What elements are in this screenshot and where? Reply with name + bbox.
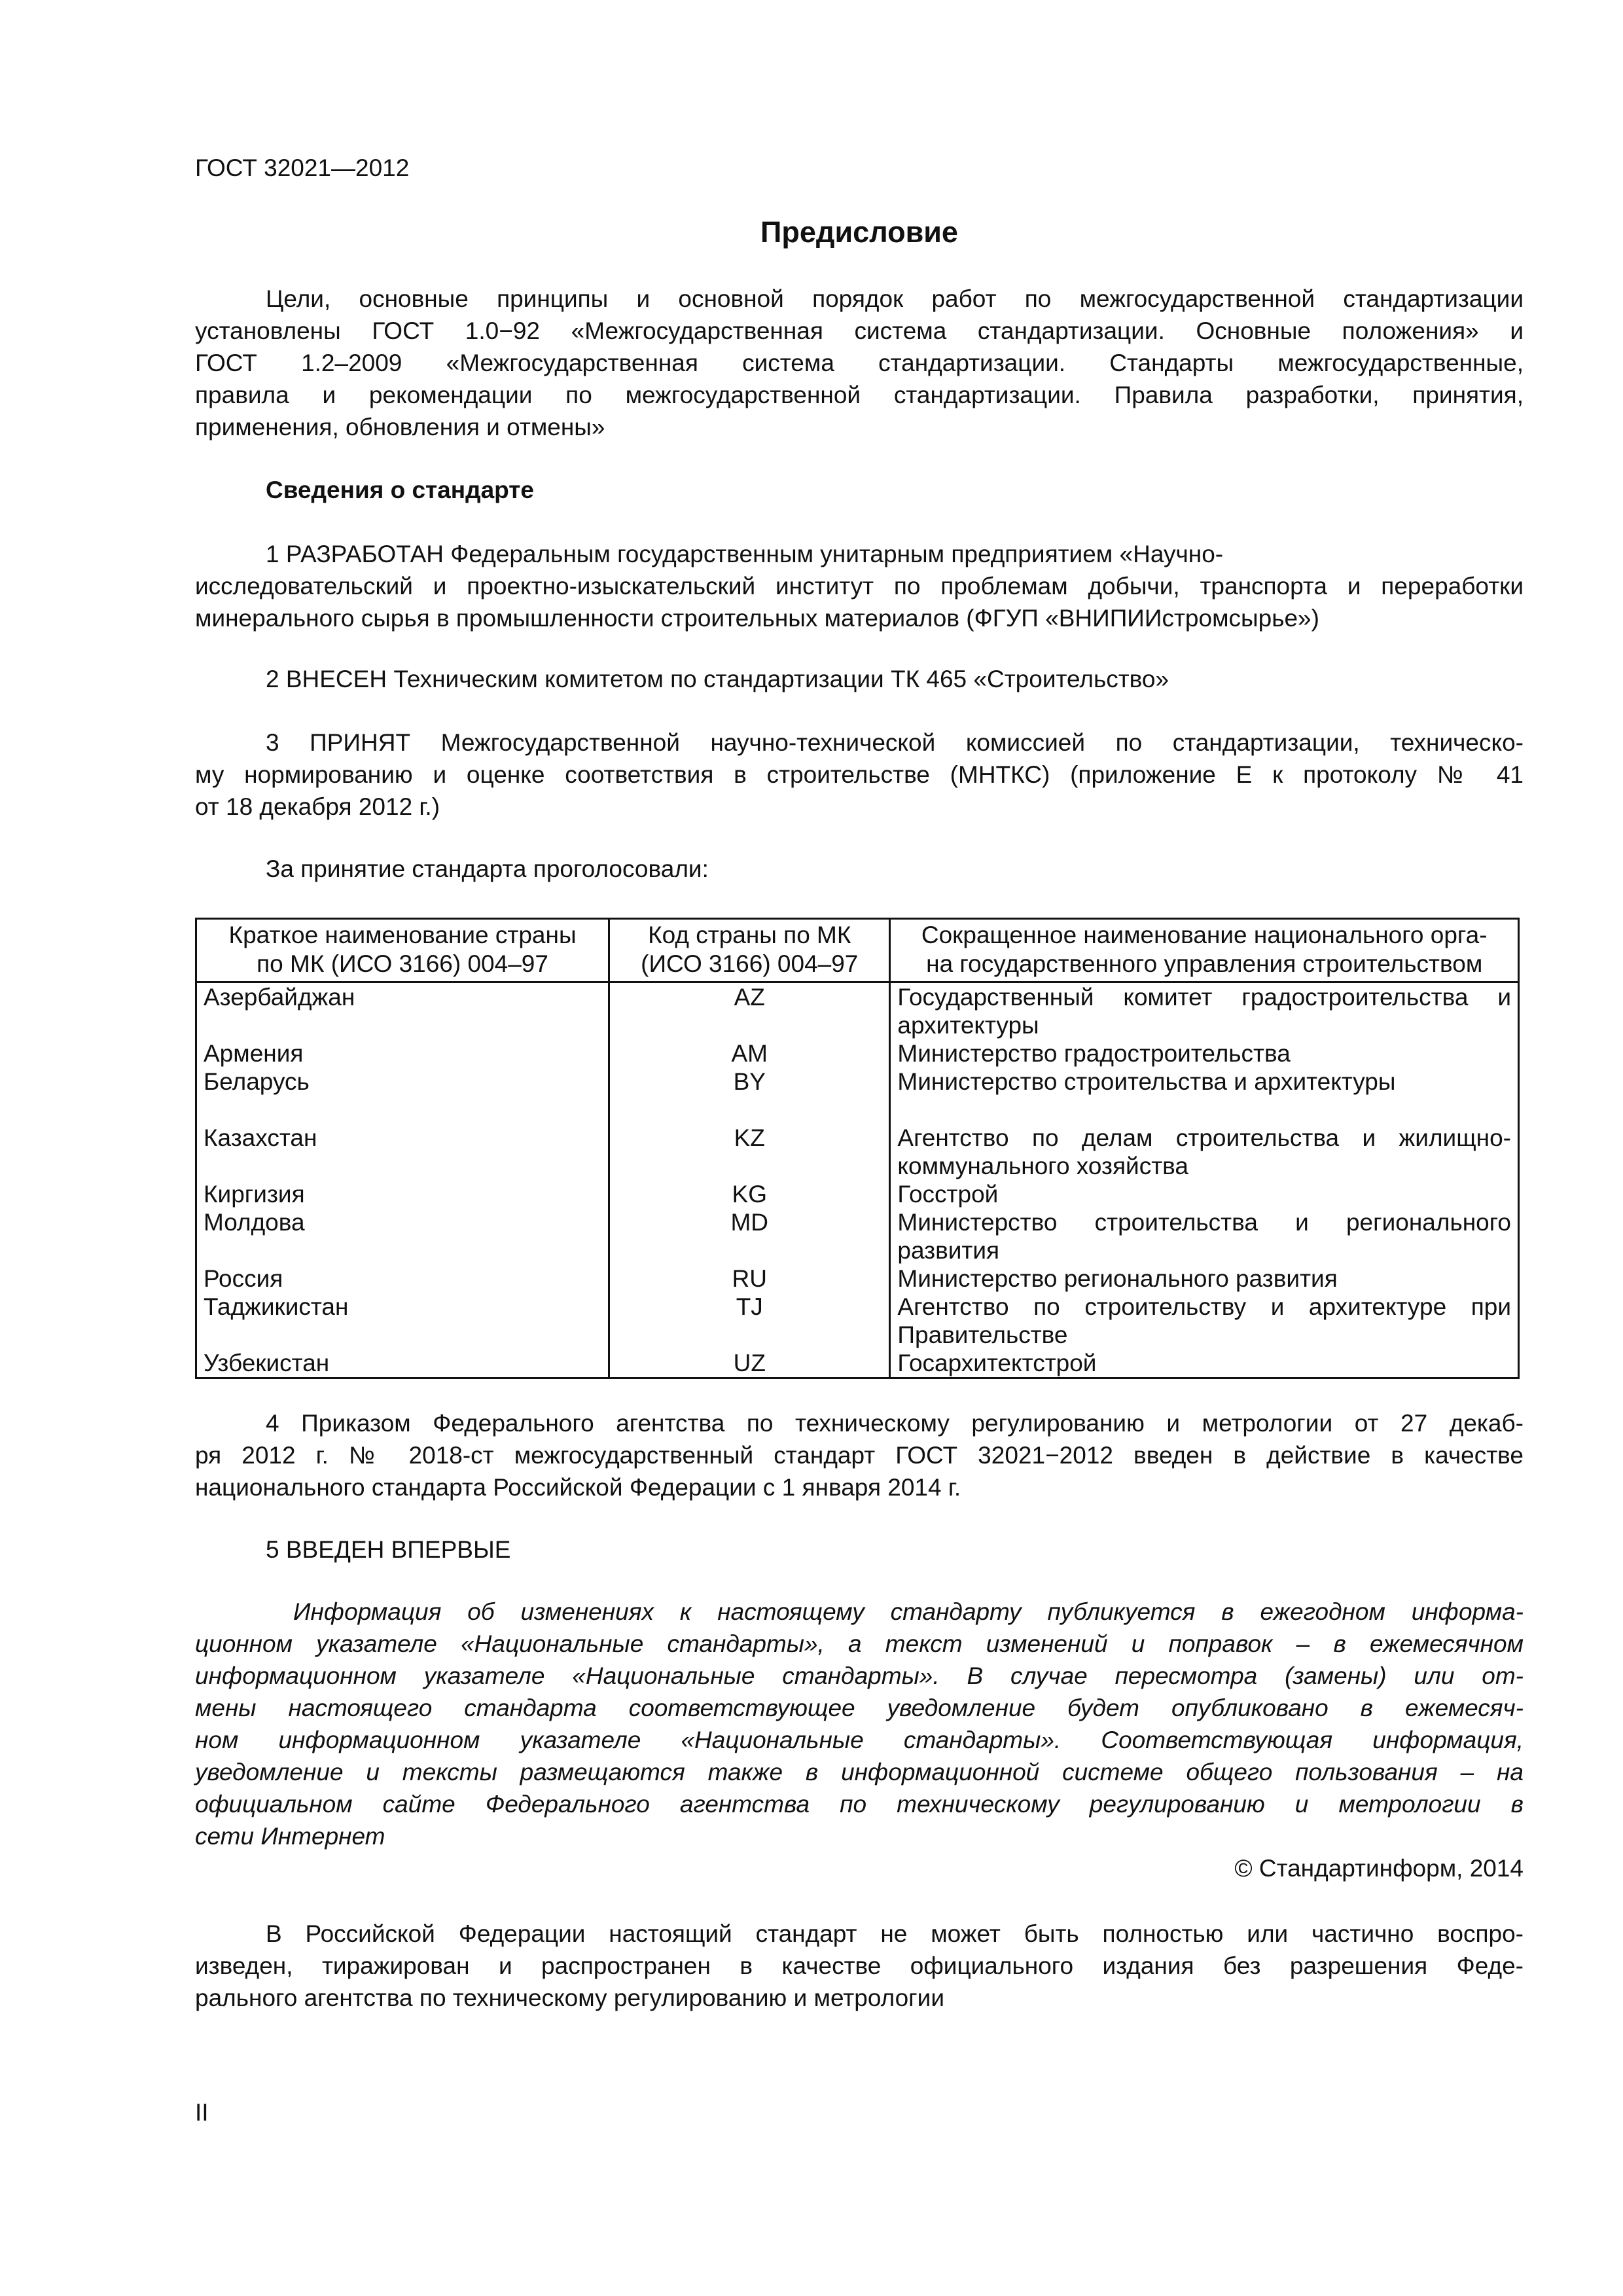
organ-cell: Министерство регионального развития — [890, 1265, 1519, 1293]
page-number: II — [195, 2099, 209, 2126]
page-title: Предисловие — [760, 215, 958, 249]
code-cell: KG — [609, 1180, 890, 1208]
column-header-organ: Сокращенное наименование национального орга- на государственного управления строительством — [890, 919, 1519, 982]
country-cell: Узбекистан — [196, 1349, 609, 1378]
text-line: ГОСТ 1.2–2009 «Межгосударственная система стандартизации. Стандарты межгосударственные, — [195, 350, 1524, 376]
reproduction-notice — [195, 1918, 1524, 2014]
organ-cell: Агентство по строительству и архитектуре при Правительстве — [890, 1293, 1519, 1349]
column-header-country: Краткое наименование страны по МК (ИСО 3166) 004–97 — [196, 919, 609, 982]
organ-cell: Государственный комитет градостроительства и архитектуры — [890, 982, 1519, 1040]
country-cell: Казахстан — [196, 1124, 609, 1180]
country-cell: Беларусь — [196, 1067, 609, 1124]
country-cell: Армения — [196, 1039, 609, 1067]
text-line: национального стандарта Российской Федерации с 1 января 2014 г. — [195, 1474, 961, 1501]
country-cell: Россия — [196, 1265, 609, 1293]
text-line: 4 Приказом Федерального агентства по техническому регулированию и метрологии от 27 декаб- — [266, 1410, 1524, 1437]
text-line: изведен, тиражирован и распространен в качестве официального издания без разрешения Феде- — [195, 1952, 1524, 1979]
organ-cell: Министерство градостроительства — [890, 1039, 1519, 1067]
organ-cell: Госстрой — [890, 1180, 1519, 1208]
organ-cell: Агентство по делам строительства и жилищно- коммунального хозяйства — [890, 1124, 1519, 1180]
code-cell: KZ — [609, 1124, 890, 1180]
text-line: Цели, основные принципы и основной порядок работ по межгосударственной стандартизации — [266, 285, 1524, 312]
organ-cell: Министерство строительства и регионального развития — [890, 1208, 1519, 1265]
item-order — [195, 1407, 1524, 1503]
text-line: сети Интернет — [195, 1823, 385, 1850]
organ-cell: Госархитектстрой — [890, 1349, 1519, 1378]
text-line: ря 2012 г. № 2018-ст межгосударственный стандарт ГОСТ 32021−2012 введен в действие в качестве — [195, 1442, 1524, 1469]
copyright-notice: © Стандартинформ, 2014 — [1234, 1855, 1524, 1882]
text-line: рального агентства по техническому регулированию и метрологии — [195, 1984, 945, 2011]
item-developed — [195, 538, 1524, 634]
table-row — [196, 1293, 1519, 1349]
text-line: правила и рекомендации по межгосударственной стандартизации. Правила разработки, принятия, — [195, 382, 1524, 408]
code-cell: AM — [609, 1039, 890, 1067]
text-line: установлены ГОСТ 1.0−92 «Межгосударственная система стандартизации. Основные положения» и — [195, 317, 1524, 344]
text-line: 1 РАЗРАБОТАН Федеральным государственным унитарным предприятием «Научно- — [266, 541, 1224, 567]
country-cell: Киргизия — [196, 1180, 609, 1208]
organ-cell: Министерство строительства и архитектуры — [890, 1067, 1519, 1124]
table-row — [196, 1265, 1519, 1293]
table-row — [196, 1180, 1519, 1208]
country-cell: Азербайджан — [196, 982, 609, 1040]
item-submitted: 2 ВНЕСЕН Техническим комитетом по стандартизации ТК 465 «Строительство» — [266, 666, 1169, 692]
voted-label: За принятие стандарта проголосовали: — [266, 855, 709, 882]
code-cell: UZ — [609, 1349, 890, 1378]
code-cell: AZ — [609, 982, 890, 1040]
text-line: официальном сайте Федерального агентства по техническому регулированию и метрологии в — [195, 1791, 1524, 1818]
country-cell: Молдова — [196, 1208, 609, 1265]
text-line: информационном указателе «Национальные стандарты». В случае пересмотра (замены) или от- — [195, 1662, 1524, 1689]
table-row — [196, 1039, 1519, 1067]
text-line: минерального сырья в промышленности строительных материалов (ФГУП «ВНИПИИстромсырье») — [195, 605, 1319, 632]
table-row — [196, 1124, 1519, 1180]
column-header-code: Код страны по МК (ИСО 3166) 004–97 — [609, 919, 890, 982]
text-line: от 18 декабря 2012 г.) — [195, 793, 440, 820]
text-line: уведомление и тексты размещаются также в информационной системе общего пользования – на — [195, 1759, 1524, 1785]
section-heading: Сведения о стандарте — [266, 476, 534, 503]
table-row — [196, 982, 1519, 1040]
code-cell: TJ — [609, 1293, 890, 1349]
country-cell: Таджикистан — [196, 1293, 609, 1349]
text-line: ционном указателе «Национальные стандарты», а текст изменений и поправок – в ежемесячном — [195, 1630, 1524, 1657]
code-cell: RU — [609, 1265, 890, 1293]
item-adopted — [195, 726, 1524, 823]
code-cell: BY — [609, 1067, 890, 1124]
document-code: ГОСТ 32021—2012 — [195, 154, 410, 181]
text-line: му нормированию и оценке соответствия в строительстве (МНТКС) (приложение Е к протоколу № 41 — [195, 761, 1524, 788]
countries-table — [195, 918, 1520, 1379]
text-line: ном информационном указателе «Национальные стандарты». Соответствующая информация, — [195, 1727, 1524, 1753]
changes-info-notice — [195, 1596, 1524, 1852]
table-row — [196, 1067, 1519, 1124]
text-line: Информация об изменениях к настоящему стандарту публикуется в ежегодном информа- — [293, 1598, 1524, 1625]
text-line: мены настоящего стандарта соответствующее уведомление будет опубликовано в ежемесяч- — [195, 1695, 1524, 1721]
text-line: исследовательский и проектно-изыскательский институт по проблемам добычи, транспорта и переработки — [195, 573, 1524, 600]
table-row — [196, 1349, 1519, 1378]
text-line: В Российской Федерации настоящий стандарт не может быть полностью или частично воспро- — [266, 1920, 1524, 1947]
text-line: 3 ПРИНЯТ Межгосударственной научно-технической комиссией по стандартизации, техническо- — [266, 729, 1524, 756]
code-cell: MD — [609, 1208, 890, 1265]
table-row — [196, 1208, 1519, 1265]
item-introduced: 5 ВВЕДЕН ВПЕРВЫЕ — [266, 1536, 511, 1563]
table-header-row — [196, 919, 1519, 982]
preface-paragraph — [195, 283, 1524, 443]
text-line: применения, обновления и отмены» — [195, 414, 605, 440]
